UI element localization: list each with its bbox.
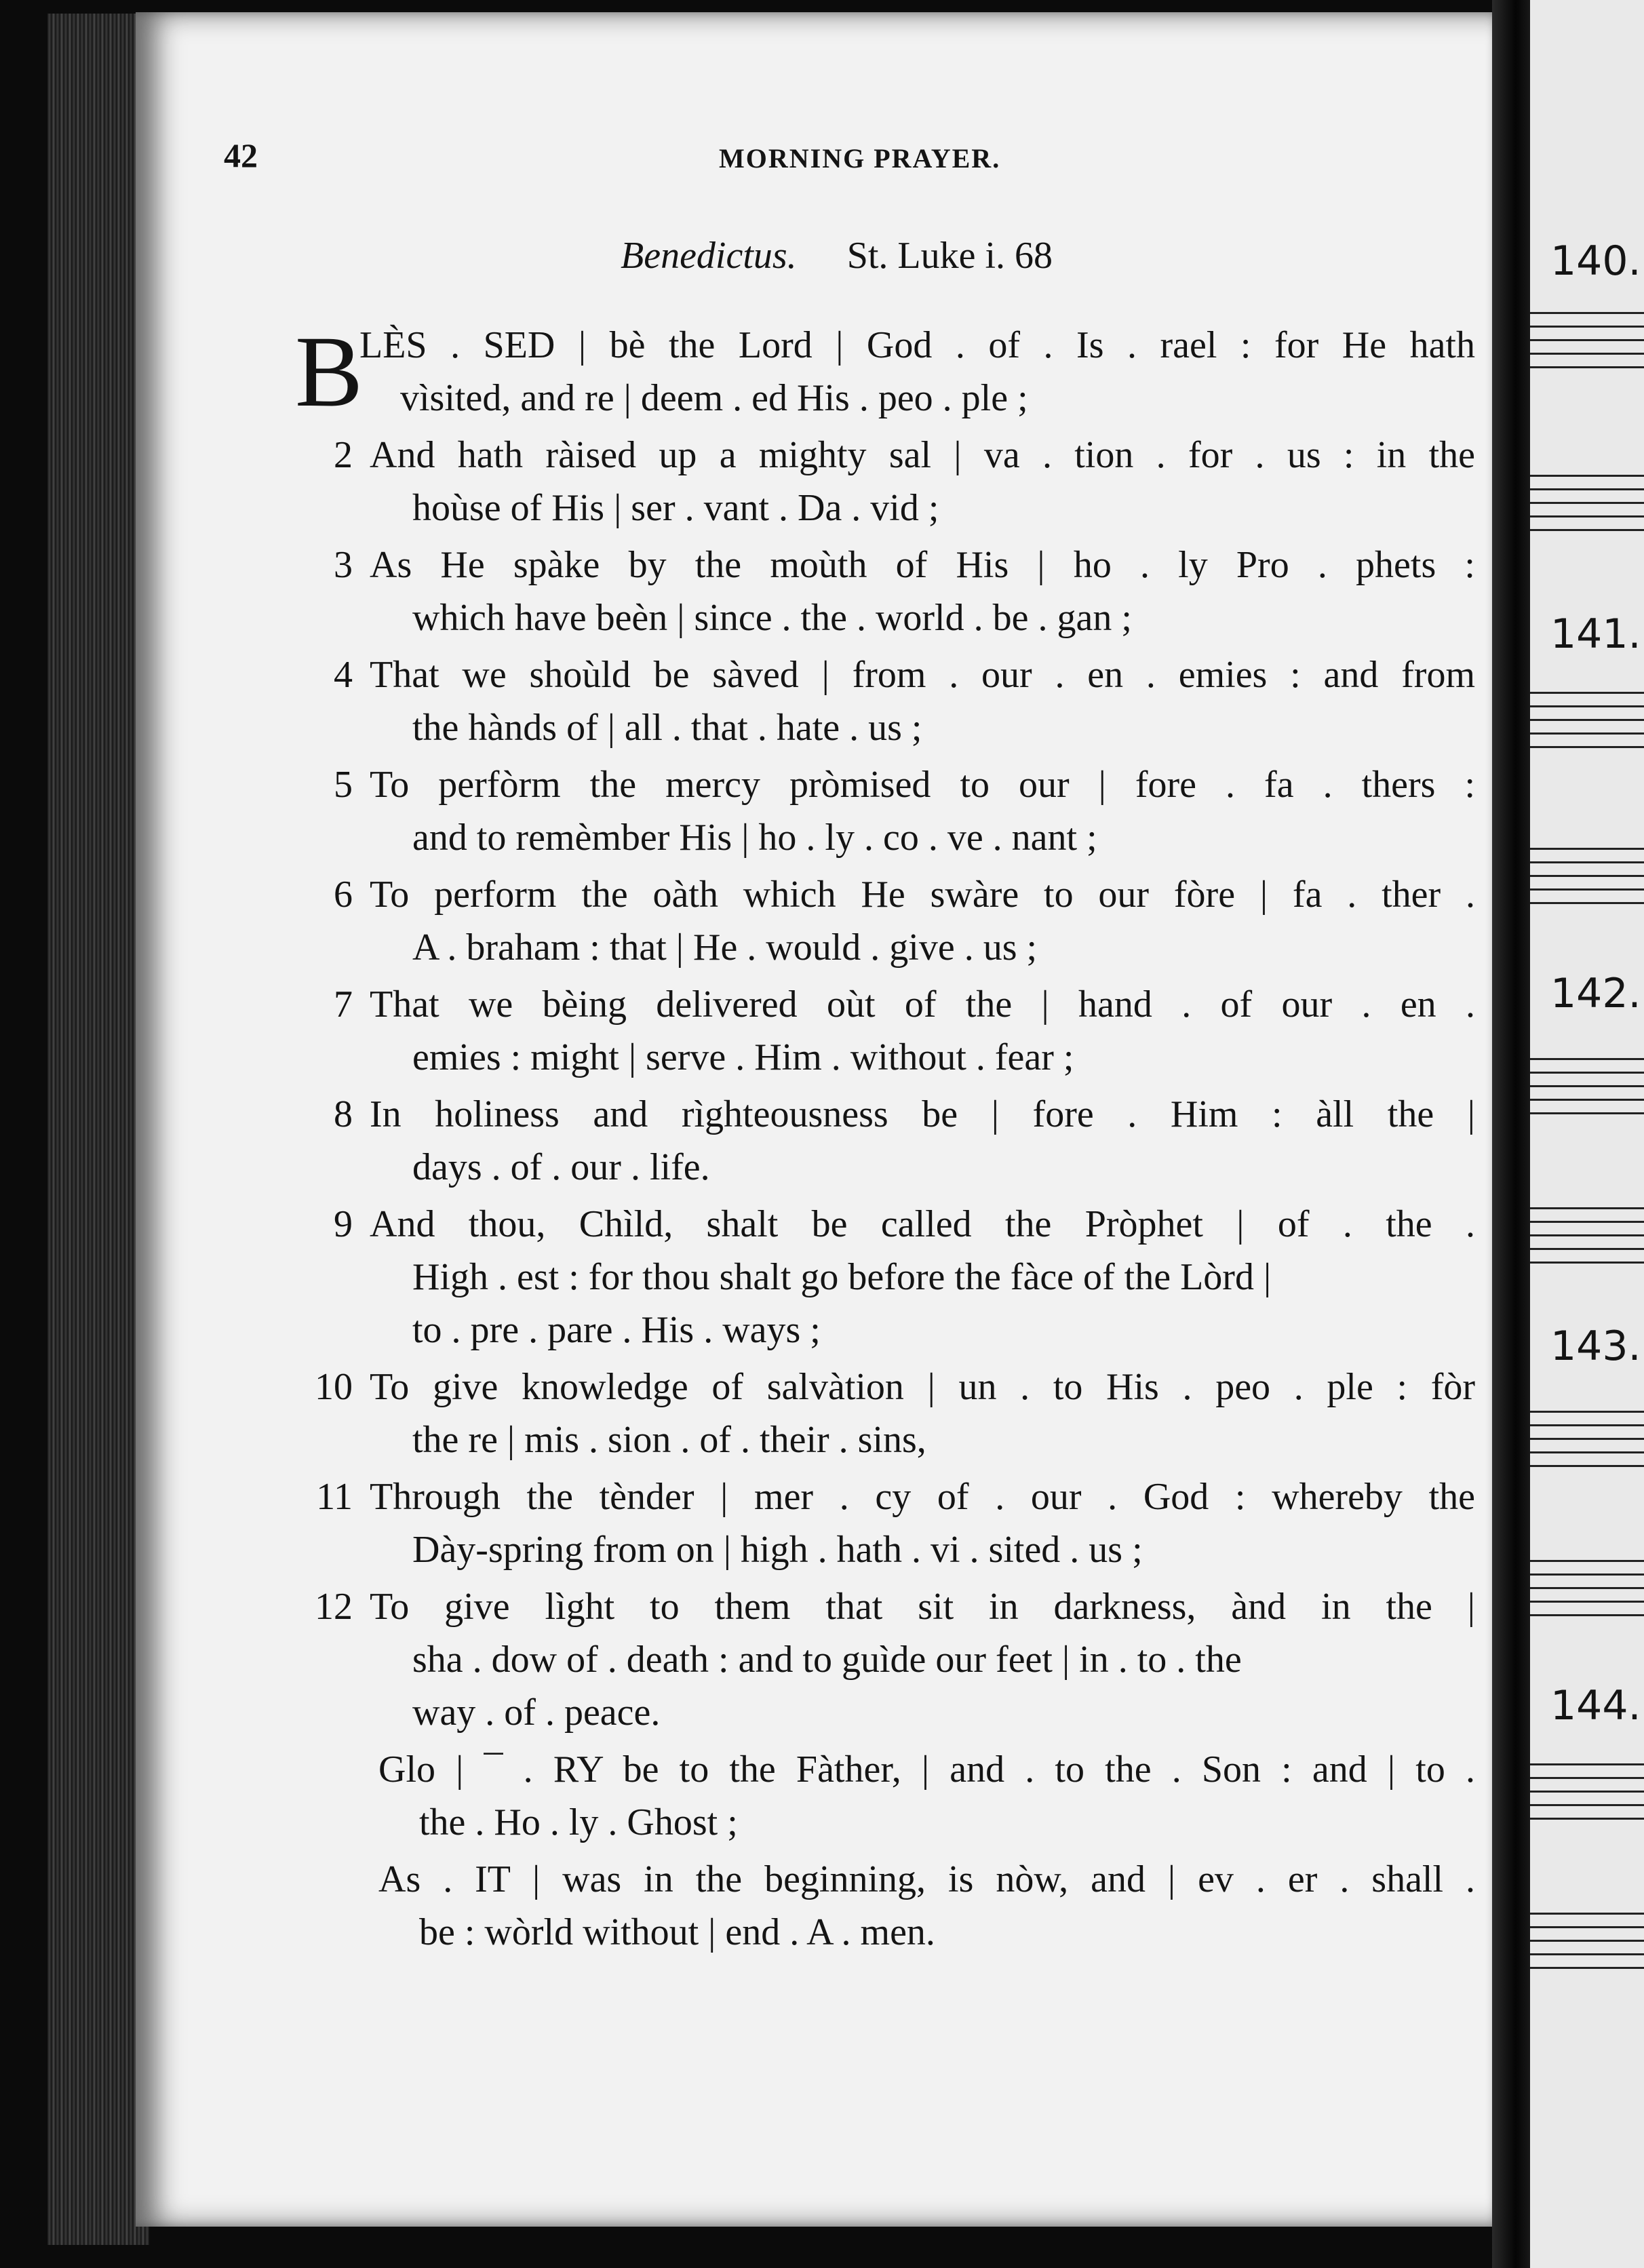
chant-number: 144. bbox=[1550, 1682, 1641, 1729]
music-staff bbox=[1530, 1763, 1644, 1824]
doxology-line: Glo | ¯ . RY be to the Fàther, | and . to the . Son : and | to . bbox=[378, 1748, 1475, 1791]
verse-line: To perform the oàth which He swàre to our fòre | fa . ther . bbox=[370, 874, 1475, 916]
verse-line: Through the tènder | mer . cy of . our . God : whereby the bbox=[370, 1476, 1475, 1518]
page-number: 42 bbox=[224, 136, 258, 174]
canticle-name: Benedictus. bbox=[621, 235, 797, 277]
music-staff bbox=[1530, 848, 1644, 909]
music-staff bbox=[1530, 1913, 1644, 1974]
verse-line: LÈS . SED | bè the Lord | God . of . Is . rael : for He hath bbox=[359, 324, 1475, 366]
verse-line: As He spàke by the moùth of His | ho . ly Pro . phets : bbox=[370, 544, 1475, 586]
doxology-line: As . IT | was in the beginning, is nòw, and | ev . er . shall . bbox=[378, 1858, 1475, 1900]
verse-7 bbox=[298, 978, 1475, 1084]
verse-5 bbox=[298, 758, 1475, 864]
verse-line: days . of . our . life. bbox=[412, 1146, 710, 1188]
verse-line: A . braham : that | He . would . give . us ; bbox=[412, 926, 1038, 969]
music-staff bbox=[1530, 1207, 1644, 1268]
verse-1 bbox=[295, 315, 1475, 428]
verse-8 bbox=[298, 1088, 1475, 1194]
verse-2 bbox=[298, 429, 1475, 534]
music-staff bbox=[1530, 692, 1644, 753]
verse-11 bbox=[298, 1470, 1475, 1576]
verse-line: to . pre . pare . His . ways ; bbox=[412, 1309, 821, 1351]
verse-line: vìsited, and re | deem . ed His . peo . ple ; bbox=[400, 377, 1028, 419]
verse-number: 4 bbox=[334, 654, 353, 696]
verse-4 bbox=[298, 648, 1475, 754]
verse-line: And hath ràised up a mighty sal | va . tion . for . us : in the bbox=[370, 434, 1475, 476]
verse-line: And thou, Chìld, shalt be called the Pròphet | of . the . bbox=[370, 1203, 1475, 1245]
verse-line: In holiness and rìghteousness be | fore . Him : àll the | bbox=[370, 1093, 1475, 1135]
verse-line: That we shoùld be sàved | from . our . en . emies : and from bbox=[370, 654, 1475, 696]
verse-line: the re | mis . sion . of . their . sins, bbox=[412, 1419, 926, 1461]
drop-cap: B bbox=[295, 315, 364, 428]
verse-line: Dày-spring from on | high . hath . vi . sited . us ; bbox=[412, 1529, 1143, 1571]
verse-line: That we bèing delivered oùt of the | hand . of our . en . bbox=[370, 983, 1475, 1025]
verse-line: To perfòrm the mercy pròmised to our | fore . fa . thers : bbox=[370, 764, 1475, 806]
doxology-line: the . Ho . ly . Ghost ; bbox=[419, 1801, 738, 1843]
running-head: MORNING PRAYER. bbox=[719, 143, 1001, 174]
verse-line: the hànds of | all . that . hate . us ; bbox=[412, 707, 922, 749]
canticle-title bbox=[621, 234, 1053, 277]
verse-line: which have beèn | since . the . world . be . gan ; bbox=[412, 597, 1132, 639]
music-staff bbox=[1530, 475, 1644, 536]
verse-number: 7 bbox=[334, 983, 353, 1025]
gloria-patri bbox=[298, 1743, 1475, 1849]
chant-number: 142. bbox=[1550, 970, 1641, 1017]
verse-line: To give knowledge of salvàtion | un . to His . peo . ple : fòr bbox=[370, 1366, 1475, 1408]
verse-number: 11 bbox=[316, 1476, 353, 1518]
verse-number: 10 bbox=[315, 1366, 353, 1408]
verse-6 bbox=[298, 868, 1475, 974]
chant-number: 140. bbox=[1550, 237, 1641, 285]
verse-number: 9 bbox=[334, 1203, 353, 1245]
doxology-line: be : wòrld without | end . A . men. bbox=[419, 1911, 935, 1953]
music-staff bbox=[1530, 1560, 1644, 1621]
verse-line: sha . dow of . death : and to guìde our feet | in . to . the bbox=[412, 1639, 1242, 1681]
scripture-reference: St. Luke i. 68 bbox=[846, 235, 1053, 277]
music-staff bbox=[1530, 312, 1644, 373]
music-staff bbox=[1530, 1411, 1644, 1472]
music-staff bbox=[1530, 1058, 1644, 1119]
verse-line: and to remèmber His | ho . ly . co . ve . nant ; bbox=[412, 817, 1097, 859]
verse-line: To give lìght to them that sit in darkness, ànd in the | bbox=[370, 1586, 1475, 1628]
verse-number: 8 bbox=[334, 1093, 353, 1135]
canticle-text bbox=[295, 315, 1475, 1963]
verse-line: High . est : for thou shalt go before the fàce of the Lòrd | bbox=[412, 1256, 1272, 1298]
book-page-edges bbox=[47, 14, 149, 2245]
verse-number: 12 bbox=[315, 1586, 353, 1628]
verse-line: hoùse of His | ser . vant . Da . vid ; bbox=[412, 487, 939, 529]
verse-line: way . of . peace. bbox=[412, 1692, 661, 1734]
verse-number: 2 bbox=[334, 434, 353, 476]
verse-number: 5 bbox=[334, 764, 353, 806]
verse-number: 6 bbox=[334, 874, 353, 916]
verse-3 bbox=[298, 539, 1475, 644]
chant-number: 141. bbox=[1550, 610, 1641, 658]
verse-number: 3 bbox=[334, 544, 353, 586]
book-gutter bbox=[1492, 0, 1531, 2268]
verse-line: emies : might | serve . Him . without . fear ; bbox=[412, 1036, 1074, 1078]
facing-page-chants bbox=[1530, 0, 1644, 2268]
sicut-erat bbox=[298, 1853, 1475, 1959]
verse-9 bbox=[298, 1198, 1475, 1356]
chant-number: 143. bbox=[1550, 1323, 1641, 1370]
verse-10 bbox=[298, 1361, 1475, 1466]
verse-12 bbox=[298, 1580, 1475, 1739]
